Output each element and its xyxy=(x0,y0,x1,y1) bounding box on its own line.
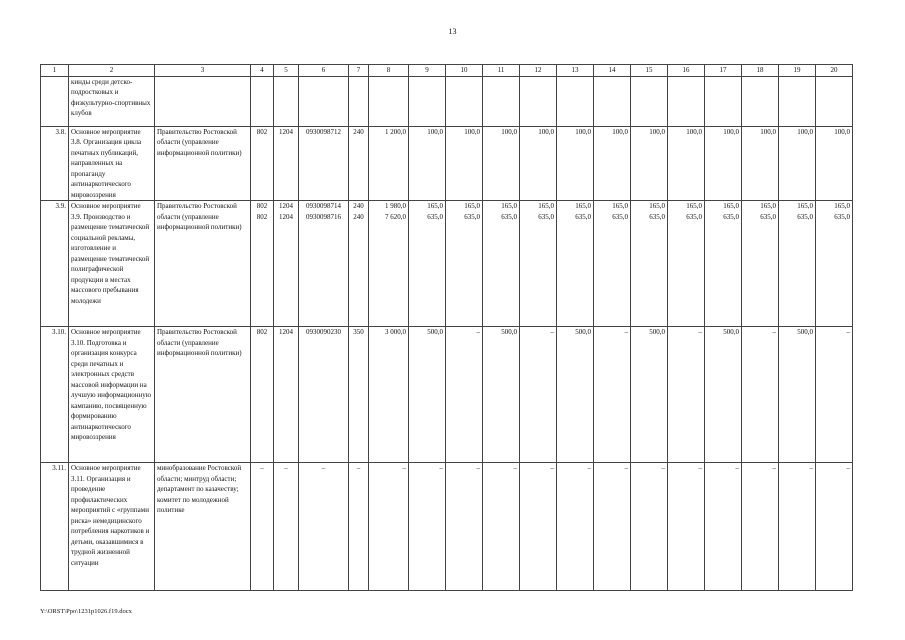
rzpr-code: 1204 xyxy=(274,126,299,201)
row-number: 3.10. xyxy=(41,327,69,463)
year-amount: 165,0 635,0 xyxy=(594,201,631,327)
grbs-code: 802 802 xyxy=(251,201,274,327)
year-amount: – xyxy=(446,463,483,591)
column-number: 5 xyxy=(274,65,299,77)
year-amount: 165,0 635,0 xyxy=(446,201,483,327)
table-row xyxy=(41,201,853,327)
year-amount: – xyxy=(668,327,705,463)
year-amount: – xyxy=(594,463,631,591)
column-number: 12 xyxy=(520,65,557,77)
table-row xyxy=(41,327,853,463)
year-amount: – xyxy=(483,463,520,591)
year-amount: 100,0 xyxy=(557,126,594,201)
rzpr-code: 1204 xyxy=(274,327,299,463)
total-amount: 1 980,0 7 620,0 xyxy=(369,201,409,327)
column-number: 16 xyxy=(668,65,705,77)
vr-code: – xyxy=(349,463,369,591)
measure-name: Основное мероприятие 3.10. Подготовка и организация конкурса среди печатных и электронных средств массовой информации на лучшую информационную кампанию, посвященную формированию антинаркотического мировоззрения xyxy=(69,327,155,463)
year-amount: – xyxy=(705,463,742,591)
column-number: 13 xyxy=(557,65,594,77)
total-amount: 1 200,0 xyxy=(369,126,409,201)
executor: Правительство Ростовской области (управление информационной политики) xyxy=(155,201,251,327)
year-amount: – xyxy=(520,327,557,463)
year-amount: – xyxy=(446,327,483,463)
year-amount: 100,0 xyxy=(779,126,816,201)
year-amount: – xyxy=(742,327,779,463)
year-amount: 165,0 635,0 xyxy=(779,201,816,327)
year-amount: 100,0 xyxy=(483,126,520,201)
column-numbers-row xyxy=(41,65,853,77)
year-amount: 500,0 xyxy=(409,327,446,463)
year-amount: – xyxy=(816,463,853,591)
row-number: 3.11. xyxy=(41,463,69,591)
year-amount: 165,0 635,0 xyxy=(409,201,446,327)
year-amount: 165,0 635,0 xyxy=(705,201,742,327)
csr-code: 0930098712 xyxy=(299,126,349,201)
column-number: 17 xyxy=(705,65,742,77)
year-amount: 100,0 xyxy=(594,126,631,201)
column-number: 11 xyxy=(483,65,520,77)
year-amount: 165,0 635,0 xyxy=(631,201,668,327)
measure-name: Основное мероприятие 3.9. Производство и размещение тематической социальной рекламы, изготовление и размещение тематической полиграфической продукции в местах массового пребывания молодежи xyxy=(69,201,155,327)
footer-file-path: Y:\ORST\Ppo\1231p1026.f19.docx xyxy=(40,608,132,615)
grbs-code: – xyxy=(251,463,274,591)
year-amount: 500,0 xyxy=(631,327,668,463)
continuation-row xyxy=(41,76,853,126)
year-amount: 100,0 xyxy=(446,126,483,201)
year-amount: 165,0 635,0 xyxy=(557,201,594,327)
year-amount: – xyxy=(520,463,557,591)
column-number: 14 xyxy=(594,65,631,77)
rzpr-code: – xyxy=(274,463,299,591)
column-number: 4 xyxy=(251,65,274,77)
year-amount: – xyxy=(742,463,779,591)
year-amount: 165,0 635,0 xyxy=(742,201,779,327)
year-amount: – xyxy=(594,327,631,463)
row-number: 3.8. xyxy=(41,126,69,201)
vr-code: 350 xyxy=(349,327,369,463)
csr-code: 0930090230 xyxy=(299,327,349,463)
year-amount: 100,0 xyxy=(631,126,668,201)
budget-table xyxy=(40,64,853,591)
table-row xyxy=(41,463,853,591)
total-amount: 3 000,0 xyxy=(369,327,409,463)
measure-name: Основное мероприятие 3.11. Организация и проведение профилактических мероприятий с «группами риска» немедицинского потребления наркотиков и детьми, оказавшимися в трудной жизненной ситуации xyxy=(69,463,155,591)
csr-code: 0930098714 0930098716 xyxy=(299,201,349,327)
column-number: 15 xyxy=(631,65,668,77)
column-number: 20 xyxy=(816,65,853,77)
year-amount: 500,0 xyxy=(483,327,520,463)
vr-code: 240 xyxy=(349,126,369,201)
column-number: 3 xyxy=(155,65,251,77)
year-amount: 165,0 635,0 xyxy=(816,201,853,327)
total-amount: – xyxy=(369,463,409,591)
year-amount: 100,0 xyxy=(705,126,742,201)
executor: Правительство Ростовской области (управление информационной политики) xyxy=(155,126,251,201)
column-number: 8 xyxy=(369,65,409,77)
executor: минобразование Ростовской области; минтруд области; департамент по казачеству; комитет по молодежной политике xyxy=(155,463,251,591)
continuation-name: кинды среди детско-подростковых и физкультурно-спортивных клубов xyxy=(69,76,155,126)
column-number: 18 xyxy=(742,65,779,77)
grbs-code: 802 xyxy=(251,126,274,201)
year-amount: 100,0 xyxy=(520,126,557,201)
year-amount: 100,0 xyxy=(409,126,446,201)
year-amount: 165,0 635,0 xyxy=(668,201,705,327)
year-amount: – xyxy=(816,327,853,463)
column-number: 6 xyxy=(299,65,349,77)
table-row xyxy=(41,126,853,201)
year-amount: 500,0 xyxy=(779,327,816,463)
column-number: 7 xyxy=(349,65,369,77)
year-amount: – xyxy=(409,463,446,591)
year-amount: – xyxy=(631,463,668,591)
column-number: 10 xyxy=(446,65,483,77)
grbs-code: 802 xyxy=(251,327,274,463)
measure-name: Основное мероприятие 3.8. Организация цикла печатных публикаций, направленных на пропаганду антинаркотического мировоззрения xyxy=(69,126,155,201)
column-number: 1 xyxy=(41,65,69,77)
year-amount: 100,0 xyxy=(816,126,853,201)
column-number: 2 xyxy=(69,65,155,77)
year-amount: 165,0 635,0 xyxy=(483,201,520,327)
executor: Правительство Ростовской области (управление информационной политики) xyxy=(155,327,251,463)
year-amount: 165,0 635,0 xyxy=(520,201,557,327)
row-number: 3.9. xyxy=(41,201,69,327)
year-amount: 500,0 xyxy=(557,327,594,463)
year-amount: 500,0 xyxy=(705,327,742,463)
year-amount: 100,0 xyxy=(668,126,705,201)
year-amount: 100,0 xyxy=(742,126,779,201)
column-number: 19 xyxy=(779,65,816,77)
page-number: 13 xyxy=(448,27,457,36)
column-number: 9 xyxy=(409,65,446,77)
rzpr-code: 1204 1204 xyxy=(274,201,299,327)
csr-code: – xyxy=(299,463,349,591)
year-amount: – xyxy=(557,463,594,591)
vr-code: 240 240 xyxy=(349,201,369,327)
year-amount: – xyxy=(668,463,705,591)
year-amount: – xyxy=(779,463,816,591)
